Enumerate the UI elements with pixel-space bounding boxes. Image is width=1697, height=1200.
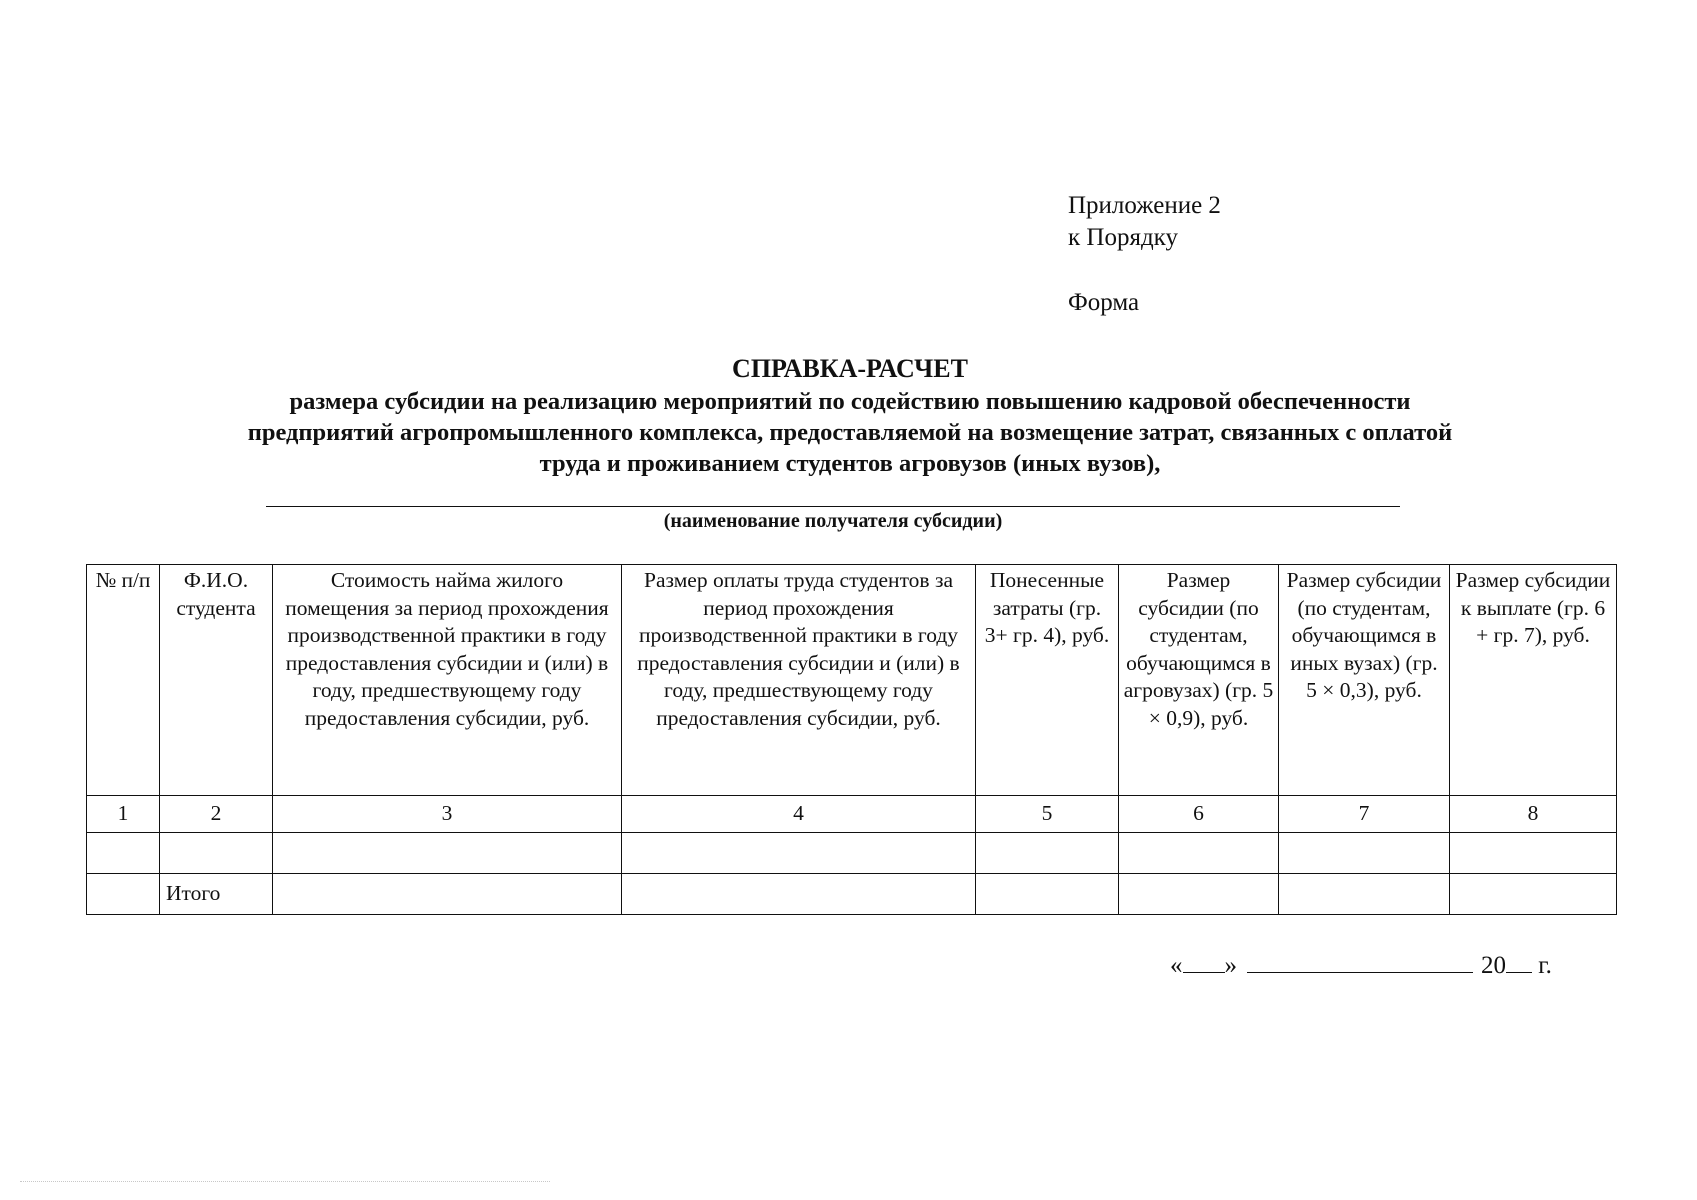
year-suffix: г.: [1538, 952, 1552, 979]
title-block: [100, 352, 1600, 479]
appendix-number: Приложение 2: [1068, 192, 1221, 219]
document-subtitle-line-1: размера субсидии на реализацию мероприятий по содействию повышению кадровой обеспеченности: [289, 388, 1411, 415]
table-cell[interactable]: [1450, 833, 1617, 874]
table-cell[interactable]: [1279, 874, 1450, 915]
header-cell-subsidy-other: Размер субсидии (по студентам, обучающимся в иных вузах) (гр. 5 × 0,3), руб.: [1279, 565, 1450, 796]
form-label: Форма: [1068, 289, 1140, 316]
column-number: 7: [1279, 796, 1450, 833]
total-label: Итого: [160, 874, 273, 915]
table-row: [87, 833, 1617, 874]
date-open-quote: «: [1170, 952, 1183, 979]
column-number-row: [87, 796, 1617, 833]
column-number: 2: [160, 796, 273, 833]
year-prefix: 20: [1481, 952, 1506, 979]
column-number: 5: [976, 796, 1119, 833]
column-number: 3: [273, 796, 622, 833]
signature-date-line: [1170, 950, 1552, 980]
appendix-block: [1068, 190, 1221, 319]
table-cell[interactable]: [976, 874, 1119, 915]
column-number: 6: [1119, 796, 1279, 833]
table-cell[interactable]: [1119, 874, 1279, 915]
table-cell[interactable]: [976, 833, 1119, 874]
document-subtitle-line-2: предприятий агропромышленного комплекса, предоставляемой на возмещение затрат, связанных с оплатой: [247, 419, 1453, 446]
recipient-caption: (наименование получателя субсидии): [663, 510, 1003, 532]
table-cell[interactable]: [1119, 833, 1279, 874]
table-cell[interactable]: [273, 874, 622, 915]
month-blank[interactable]: [1247, 950, 1473, 973]
table-cell[interactable]: [622, 833, 976, 874]
spacer: [1068, 254, 1221, 287]
scan-artifact-line: [20, 1181, 550, 1182]
header-cell-subsidy-payout: Размер субсидии к выплате (гр. 6 + гр. 7), руб.: [1450, 565, 1617, 796]
date-close-quote: »: [1224, 952, 1237, 979]
table-cell[interactable]: [1450, 874, 1617, 915]
document-subtitle-line-3: труда и проживанием студентов агровузов (иных вузов),: [539, 450, 1161, 477]
table-cell[interactable]: [87, 833, 160, 874]
appendix-reference: к Порядку: [1068, 224, 1178, 251]
header-cell-number: № п/п: [87, 565, 160, 796]
header-cell-housing-cost: Стоимость найма жилого помещения за период прохождения производственной практики в году предоставления субсидии и (или) в году, предшествующему году предоставления субсидии, руб.: [273, 565, 622, 796]
table-cell[interactable]: [87, 874, 160, 915]
document-title: СПРАВКА-РАСЧЕТ: [732, 354, 968, 383]
column-number: 1: [87, 796, 160, 833]
year-blank[interactable]: [1506, 950, 1532, 973]
header-cell-wage-amount: Размер оплаты труда студентов за период прохождения производственной практики в году предоставления субсидии и (или) в году, предшествующему году предоставления субсидии, руб.: [622, 565, 976, 796]
column-number: 4: [622, 796, 976, 833]
table-cell[interactable]: [1279, 833, 1450, 874]
calculation-table: [86, 564, 1617, 915]
table-cell[interactable]: [160, 833, 273, 874]
table-cell[interactable]: [622, 874, 976, 915]
header-cell-student-name: Ф.И.О. студента: [160, 565, 273, 796]
header-cell-costs-incurred: Понесенные затраты (гр. 3+ гр. 4), руб.: [976, 565, 1119, 796]
table-header-row: [87, 565, 1617, 796]
day-blank[interactable]: [1183, 950, 1225, 973]
header-cell-subsidy-agro: Размер субсидии (по студентам, обучающимся в агровузах) (гр. 5 × 0,9), руб.: [1119, 565, 1279, 796]
column-number: 8: [1450, 796, 1617, 833]
table-cell[interactable]: [273, 833, 622, 874]
recipient-name-line[interactable]: [266, 506, 1400, 507]
total-row: [87, 874, 1617, 915]
